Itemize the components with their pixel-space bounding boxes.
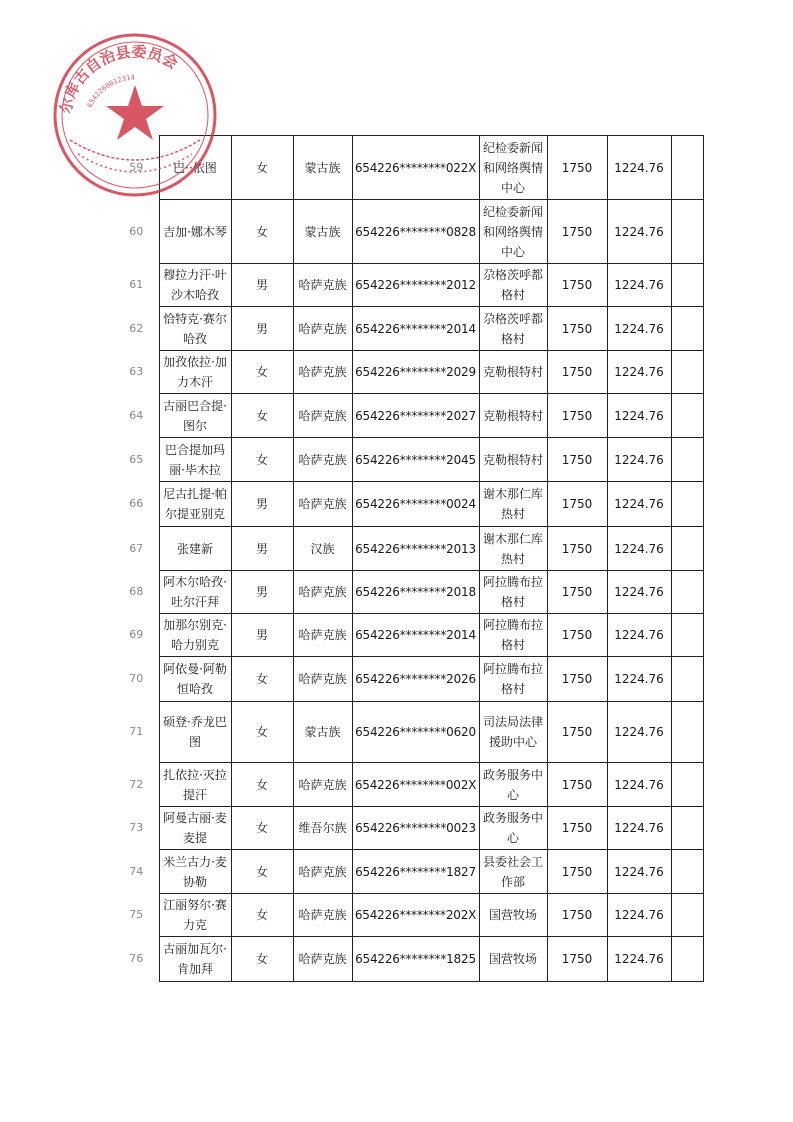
person-name: 硕登·乔龙巴图 (159, 702, 231, 763)
amount-1224-cell: 1224.76 (607, 571, 671, 614)
id-number-cell: 654226********0024 (352, 482, 479, 527)
amount-1224-cell: 1224.76 (607, 850, 671, 894)
amount-1224-cell: 1224.76 (607, 136, 671, 200)
amount-1750-cell: 1750 (547, 394, 607, 438)
table-row (114, 850, 703, 894)
unit-cell: 克勒根特村 (479, 438, 547, 482)
amount-1224-cell: 1224.76 (607, 351, 671, 394)
amount-1750-cell: 1750 (547, 614, 607, 657)
amount-1750-cell: 1750 (547, 351, 607, 394)
row-number: 70 (114, 657, 159, 702)
amount-1750-cell: 1750 (547, 307, 607, 351)
amount-1750-cell: 1750 (547, 438, 607, 482)
person-name: 阿依曼·阿勒恒哈孜 (159, 657, 231, 702)
table-row (114, 937, 703, 982)
table-row (114, 200, 703, 264)
id-number-cell: 654226********2029 (352, 351, 479, 394)
note-cell (671, 482, 703, 527)
person-name: 古丽加瓦尔·肯加拜 (159, 937, 231, 982)
gender-cell: 女 (231, 438, 293, 482)
row-number: 75 (114, 894, 159, 937)
note-cell (671, 394, 703, 438)
note-cell (671, 894, 703, 937)
row-number: 66 (114, 482, 159, 527)
person-name: 巴··依图 (159, 136, 231, 200)
note-cell (671, 527, 703, 571)
id-number-cell: 654226********2014 (352, 307, 479, 351)
id-number-cell: 654226********0023 (352, 807, 479, 850)
person-name: 扎依拉·灭拉提汗 (159, 763, 231, 807)
ethnicity-cell: 哈萨克族 (293, 307, 352, 351)
id-number-cell: 654226********0828 (352, 200, 479, 264)
person-name: 江丽努尔·赛力克 (159, 894, 231, 937)
gender-cell: 女 (231, 200, 293, 264)
person-name: 古丽巴合提·图尔 (159, 394, 231, 438)
row-number: 68 (114, 571, 159, 614)
unit-cell: 国营牧场 (479, 937, 547, 982)
unit-cell: 克勒根特村 (479, 394, 547, 438)
note-cell (671, 763, 703, 807)
id-number-cell: 654226********022X (352, 136, 479, 200)
unit-cell: 纪检委新闻和网络舆情中心 (479, 200, 547, 264)
person-name: 穆拉力汗·叶沙木哈孜 (159, 264, 231, 307)
amount-1750-cell: 1750 (547, 136, 607, 200)
amount-1224-cell: 1224.76 (607, 657, 671, 702)
row-number: 67 (114, 527, 159, 571)
gender-cell: 男 (231, 571, 293, 614)
person-name: 吉加·娜木琴 (159, 200, 231, 264)
amount-1750-cell: 1750 (547, 264, 607, 307)
table-row (114, 482, 703, 527)
ethnicity-cell: 汉族 (293, 527, 352, 571)
note-cell (671, 351, 703, 394)
id-number-cell: 654226********2012 (352, 264, 479, 307)
row-number: 74 (114, 850, 159, 894)
id-number-cell: 654226********002X (352, 763, 479, 807)
amount-1224-cell: 1224.76 (607, 702, 671, 763)
ethnicity-cell: 哈萨克族 (293, 894, 352, 937)
ethnicity-cell: 蒙古族 (293, 702, 352, 763)
gender-cell: 女 (231, 657, 293, 702)
note-cell (671, 307, 703, 351)
table-row (114, 438, 703, 482)
roster-table (114, 135, 704, 982)
amount-1224-cell: 1224.76 (607, 527, 671, 571)
table-row (114, 527, 703, 571)
seal-org-text: 尔库古自治县委员会 (56, 42, 181, 115)
row-number: 73 (114, 807, 159, 850)
person-name: 巴合提加玛丽·毕木拉 (159, 438, 231, 482)
table-row (114, 264, 703, 307)
row-number: 60 (114, 200, 159, 264)
gender-cell: 女 (231, 850, 293, 894)
unit-cell: 尕格茨呼都格村 (479, 307, 547, 351)
gender-cell: 女 (231, 894, 293, 937)
ethnicity-cell: 哈萨克族 (293, 571, 352, 614)
amount-1750-cell: 1750 (547, 200, 607, 264)
id-number-cell: 654226********2026 (352, 657, 479, 702)
person-name: 尼古扎提·帕尔提亚别克 (159, 482, 231, 527)
unit-cell: 司法局法律援助中心 (479, 702, 547, 763)
id-number-cell: 654226********0620 (352, 702, 479, 763)
row-number: 65 (114, 438, 159, 482)
person-name: 米兰古力·麦协勒 (159, 850, 231, 894)
id-number-cell: 654226********1825 (352, 937, 479, 982)
amount-1224-cell: 1224.76 (607, 937, 671, 982)
gender-cell: 女 (231, 394, 293, 438)
row-number: 69 (114, 614, 159, 657)
table-body (114, 136, 703, 982)
ethnicity-cell: 哈萨克族 (293, 850, 352, 894)
note-cell (671, 937, 703, 982)
amount-1750-cell: 1750 (547, 850, 607, 894)
ethnicity-cell: 哈萨克族 (293, 937, 352, 982)
amount-1224-cell: 1224.76 (607, 438, 671, 482)
person-name: 张建新 (159, 527, 231, 571)
id-number-cell: 654226********2013 (352, 527, 479, 571)
table-row (114, 763, 703, 807)
table-row (114, 614, 703, 657)
ethnicity-cell: 蒙古族 (293, 136, 352, 200)
official-seal (50, 30, 220, 200)
note-cell (671, 850, 703, 894)
amount-1750-cell: 1750 (547, 527, 607, 571)
ethnicity-cell: 哈萨克族 (293, 351, 352, 394)
id-number-cell: 654226********2014 (352, 614, 479, 657)
amount-1750-cell: 1750 (547, 657, 607, 702)
svg-text:6542260012314 (86, 74, 135, 109)
note-cell (671, 571, 703, 614)
gender-cell: 女 (231, 807, 293, 850)
amount-1750-cell: 1750 (547, 702, 607, 763)
unit-cell: 政务服务中心 (479, 807, 547, 850)
amount-1224-cell: 1224.76 (607, 307, 671, 351)
note-cell (671, 614, 703, 657)
id-number-cell: 654226********2045 (352, 438, 479, 482)
ethnicity-cell: 哈萨克族 (293, 438, 352, 482)
unit-cell: 阿拉腾布拉格村 (479, 614, 547, 657)
unit-cell: 县委社会工作部 (479, 850, 547, 894)
row-number: 76 (114, 937, 159, 982)
amount-1224-cell: 1224.76 (607, 200, 671, 264)
amount-1750-cell: 1750 (547, 807, 607, 850)
note-cell (671, 657, 703, 702)
amount-1224-cell: 1224.76 (607, 394, 671, 438)
amount-1224-cell: 1224.76 (607, 763, 671, 807)
amount-1224-cell: 1224.76 (607, 482, 671, 527)
id-number-cell: 654226********2027 (352, 394, 479, 438)
table-row (114, 351, 703, 394)
gender-cell: 女 (231, 702, 293, 763)
amount-1750-cell: 1750 (547, 937, 607, 982)
amount-1224-cell: 1224.76 (607, 894, 671, 937)
id-number-cell: 654226********202X (352, 894, 479, 937)
unit-cell: 谢木那仁库热村 (479, 482, 547, 527)
amount-1750-cell: 1750 (547, 482, 607, 527)
amount-1224-cell: 1224.76 (607, 807, 671, 850)
gender-cell: 女 (231, 351, 293, 394)
ethnicity-cell: 哈萨克族 (293, 657, 352, 702)
row-number: 72 (114, 763, 159, 807)
ethnicity-cell: 蒙古族 (293, 200, 352, 264)
table-row (114, 307, 703, 351)
person-name: 恰特克·赛尔哈孜 (159, 307, 231, 351)
person-name: 加那尔别克·哈力别克 (159, 614, 231, 657)
id-number-cell: 654226********2018 (352, 571, 479, 614)
ethnicity-cell: 维吾尔族 (293, 807, 352, 850)
unit-cell: 阿拉腾布拉格村 (479, 571, 547, 614)
note-cell (671, 807, 703, 850)
table-row (114, 657, 703, 702)
unit-cell: 谢木那仁库热村 (479, 527, 547, 571)
gender-cell: 男 (231, 482, 293, 527)
person-name: 阿曼古丽·麦麦提 (159, 807, 231, 850)
ethnicity-cell: 哈萨克族 (293, 394, 352, 438)
row-number: 63 (114, 351, 159, 394)
amount-1750-cell: 1750 (547, 571, 607, 614)
row-number: 62 (114, 307, 159, 351)
gender-cell: 男 (231, 614, 293, 657)
person-name: 加孜依拉·加力木汗 (159, 351, 231, 394)
unit-cell: 政务服务中心 (479, 763, 547, 807)
gender-cell: 男 (231, 264, 293, 307)
gender-cell: 男 (231, 527, 293, 571)
row-number: 61 (114, 264, 159, 307)
gender-cell: 女 (231, 763, 293, 807)
note-cell (671, 438, 703, 482)
unit-cell: 阿拉腾布拉格村 (479, 657, 547, 702)
seal-number-text: 6542260012314 (85, 73, 135, 109)
gender-cell: 女 (231, 937, 293, 982)
amount-1224-cell: 1224.76 (607, 614, 671, 657)
person-name: 阿木尔哈孜·吐尔汗拜 (159, 571, 231, 614)
amount-1224-cell: 1224.76 (607, 264, 671, 307)
amount-1750-cell: 1750 (547, 894, 607, 937)
row-number: 71 (114, 702, 159, 763)
row-number: 59 (114, 136, 159, 200)
unit-cell: 尕格茨呼都格村 (479, 264, 547, 307)
table-row (114, 894, 703, 937)
ethnicity-cell: 哈萨克族 (293, 482, 352, 527)
row-number: 64 (114, 394, 159, 438)
amount-1750-cell: 1750 (547, 763, 607, 807)
table-row (114, 394, 703, 438)
ethnicity-cell: 哈萨克族 (293, 763, 352, 807)
note-cell (671, 702, 703, 763)
note-cell (671, 200, 703, 264)
ethnicity-cell: 哈萨克族 (293, 264, 352, 307)
note-cell (671, 136, 703, 200)
id-number-cell: 654226********1827 (352, 850, 479, 894)
table-row (114, 807, 703, 850)
unit-cell: 克勒根特村 (479, 351, 547, 394)
gender-cell: 女 (231, 136, 293, 200)
gender-cell: 男 (231, 307, 293, 351)
unit-cell: 国营牧场 (479, 894, 547, 937)
table-row (114, 702, 703, 763)
ethnicity-cell: 哈萨克族 (293, 614, 352, 657)
unit-cell: 纪检委新闻和网络舆情中心 (479, 136, 547, 200)
note-cell (671, 264, 703, 307)
table-row (114, 571, 703, 614)
